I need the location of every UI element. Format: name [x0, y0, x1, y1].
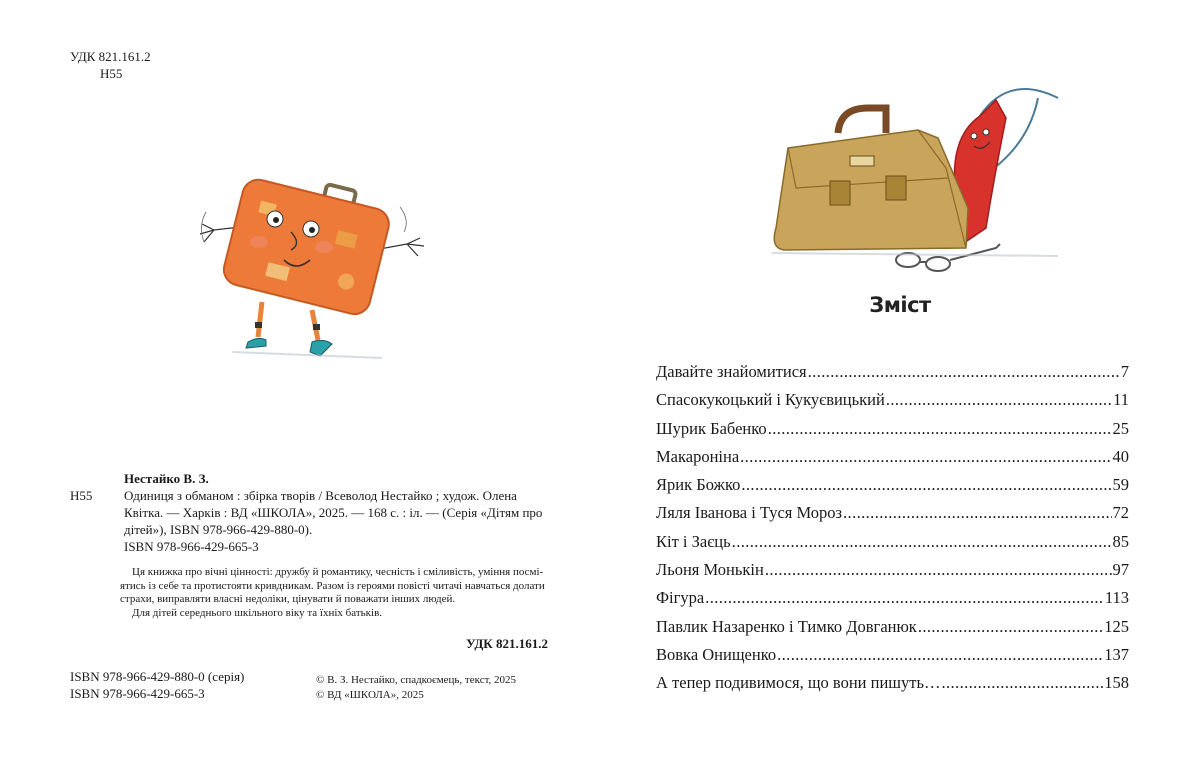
- toc-entry-title: Вовка Онищенко: [656, 644, 777, 664]
- isbn-block: [70, 668, 244, 702]
- toc-entry-title: Ярик Божко: [656, 475, 741, 495]
- toc-entry-title: Льоня Монькін: [656, 560, 764, 580]
- toc-entry-title: Ляля Іванова і Туся Мороз: [656, 503, 843, 523]
- toc-entry-title: Макароніна: [656, 446, 740, 466]
- right-page: [600, 0, 1200, 778]
- catalog-isbn: ISBN 978-966-429-665-3: [124, 539, 259, 554]
- toc-entry[interactable]: [656, 645, 1129, 673]
- udk-bottom: УДК 821.161.2: [466, 636, 548, 651]
- annotation-audience: Для дітей середнього шкільного віку та їхніх батьків.: [132, 606, 383, 619]
- table-of-contents: [656, 362, 1129, 702]
- bag-and-bookmark-illustration: [768, 78, 1068, 278]
- toc-entry[interactable]: [656, 588, 1129, 616]
- copyright-publisher: © ВД «ШКОЛА», 2025: [316, 689, 424, 701]
- toc-entry-title: Шурик Бабенко: [656, 418, 767, 438]
- toc-entry-page: 25: [1112, 418, 1129, 438]
- toc-entry[interactable]: [656, 419, 1129, 447]
- udk-code: УДК 821.161.2: [70, 49, 151, 64]
- toc-entry-title: Павлик Назаренко і Тимко Довганюк: [656, 616, 917, 636]
- copyright-author: © В. З. Нестайко, спадкоємець, текст, 2025: [316, 674, 517, 686]
- toc-entry[interactable]: [656, 617, 1129, 645]
- toc-entry[interactable]: [656, 560, 1129, 588]
- toc-entry-title: А тепер подивимося, що вони пишуть…: [656, 673, 941, 693]
- catalog-cutter: Н55: [70, 488, 93, 503]
- toc-entry-page: 137: [1104, 644, 1129, 664]
- toc-entry-page: 40: [1112, 446, 1129, 466]
- catalog-record: [70, 470, 550, 555]
- toc-entry-page: 158: [1104, 673, 1129, 693]
- toc-entry-title: Фігура: [656, 588, 705, 608]
- toc-entry[interactable]: [656, 475, 1129, 503]
- toc-entry-page: 125: [1104, 616, 1129, 636]
- toc-entry[interactable]: [656, 362, 1129, 390]
- isbn-book: ISBN 978-966-429-665-3: [70, 686, 205, 701]
- suitcase-character-illustration: [192, 172, 432, 367]
- toc-entry-title: Спасокукоцький і Кукуєвицький: [656, 390, 885, 410]
- isbn-series: ISBN 978-966-429-880-0 (серія): [70, 669, 245, 684]
- toc-entry[interactable]: [656, 503, 1129, 531]
- annotation-text: Ця книжка про вічні цінності: дружбу й романтику, чесність і сміливість, уміння посміятись із себе та протистояти кривдникам. Разом із героями повісті читачі навчаться долати страхи, виправляти власні недоліки, цінувати й поважати інших людей.: [120, 566, 545, 605]
- toc-entry-page: 113: [1104, 588, 1129, 608]
- copyright-block: [316, 673, 516, 703]
- catalog-author: Нестайко В. З.: [124, 471, 209, 486]
- cutter-code: Н55: [100, 66, 123, 81]
- toc-entry[interactable]: [656, 673, 1129, 701]
- udk-header: [70, 48, 151, 82]
- toc-entry-page: 59: [1112, 475, 1129, 495]
- annotation: [120, 566, 550, 620]
- toc-entry-page: 11: [1113, 390, 1129, 410]
- toc-entry[interactable]: [656, 532, 1129, 560]
- toc-entry-page: 72: [1112, 503, 1129, 523]
- catalog-row: [70, 487, 550, 538]
- catalog-description: Одиниця з обманом : збірка творів / Всеволод Нестайко ; худож. Олена Квітка. — Харків : ВД «ШКОЛА», 2025. — 168 с. : іл. — (Серія «Дітям про дітей»), ISBN 978-966-429-880-0).: [124, 488, 543, 537]
- toc-entry-page: 97: [1112, 560, 1129, 580]
- toc-entry-page: 7: [1120, 362, 1129, 381]
- toc-entry-title: Кіт і Заєць: [656, 531, 731, 551]
- toc-entry[interactable]: [656, 447, 1129, 475]
- toc-entry-title: Давайте знайомитися: [656, 362, 807, 381]
- toc-entry[interactable]: [656, 390, 1129, 418]
- toc-entry-page: 85: [1112, 531, 1129, 551]
- toc-title: Зміст: [869, 293, 931, 317]
